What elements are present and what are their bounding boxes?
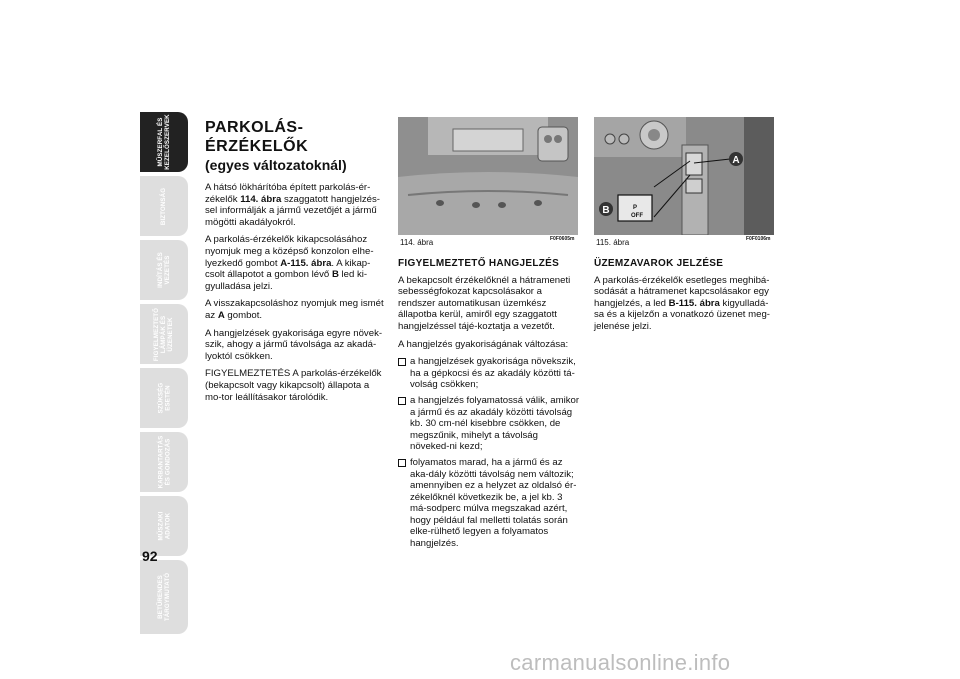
callout-b-label: B bbox=[602, 205, 610, 216]
list-item: a hangjelzés folyamatossá válik, amikor a jármű és az akadály közötti távolság kb. 30 cm-nél kisebbre csökken, de megszűnik, mihelyt a távolság növeked-ni kezd; bbox=[398, 395, 580, 453]
figure-console-button bbox=[594, 117, 774, 235]
column-fault-signal bbox=[594, 258, 776, 339]
tab-karbantartas[interactable]: KARBANTARTÁS ÉS GONDOZÁS bbox=[140, 432, 188, 492]
paragraph: A parkolás-érzékelők kikapcsolásához nyomjuk meg a középső konzolon elhe-lyezkedő gombot A-115. ábra. A kikap-csolt állapotot a gombon lévő B led ki-gyulladása jelzi. bbox=[205, 234, 374, 292]
off-label: OFF bbox=[631, 213, 643, 219]
paragraph: A visszakapcsoláshoz nyomjuk meg ismét az A gombot. bbox=[205, 298, 384, 321]
watermark: carmanualsonline.info bbox=[510, 650, 731, 675]
paragraph: A hátsó lökhárítóba épített parkolás-ér-zékelők 114. ábra szaggatott hangjelzés-sel informálják a jármű vezetőjét a jármű mögötti akadályokról. bbox=[205, 182, 380, 228]
checkbox-bullet-icon bbox=[398, 397, 406, 405]
parking-sensor-icon: P bbox=[632, 205, 638, 211]
sensor-icon bbox=[436, 200, 444, 206]
paragraph: FIGYELMEZTETÉS A parkolás-érzékelők (bekapcsolt vagy kikapcsolt) állapota a mo-tor leállításakor tárolódik. bbox=[205, 368, 382, 403]
sensor-icon bbox=[534, 200, 542, 206]
tab-szukseg[interactable]: SZÜKSÉG ESETÉN bbox=[140, 368, 188, 428]
page-subtitle: (egyes változatoknál) bbox=[205, 157, 347, 173]
checkbox-bullet-icon bbox=[398, 459, 406, 467]
tab-muszaki[interactable]: MŰSZAKI ADATOK bbox=[140, 496, 188, 556]
rear-bumper-illustration bbox=[398, 117, 578, 235]
tab-figyelmezteto[interactable]: FIGYELMEZTETŐ LÁMPÁK ÉS ÜZENETEK bbox=[140, 304, 188, 364]
page-title: PARKOLÁS-ÉRZÉKELŐK bbox=[205, 119, 309, 155]
paragraph: A bekapcsolt érzékelőknél a hátrameneti sebességfokozat kapcsolásakor a rendszer automatikusan üzemkész állapotba kerül, amiről egy szaggatott hangjelzéssel tájé-koztatja a vezetőt. bbox=[398, 274, 571, 332]
column-intro bbox=[205, 118, 385, 409]
figure-code: F0F0605m bbox=[550, 236, 575, 242]
list-item: folyamatos marad, ha a jármű és az aka-dály közötti távolság nem változik; amennyiben ez a helyzet az oldalsó ér-zékelőknél következik be, a jel kb. 3 má-sodperc múlva megszakad azért, hogy például fal melletti tolatás során elke-rülhető legyen a folyamatos hangjelzés. bbox=[398, 457, 580, 550]
sensor-icon bbox=[498, 202, 506, 208]
list-item: a hangjelzések gyakorisága növekszik, ha a gépkocsi és az akadály közötti tá-volság csökken; bbox=[398, 356, 580, 391]
tab-targymutato[interactable]: BETŰRENDES TÁRGYMUTATÓ bbox=[140, 560, 188, 634]
tab-biztonsag[interactable]: BIZTONSÁG bbox=[140, 176, 188, 236]
sensor-icon bbox=[472, 202, 480, 208]
paragraph: A hangjelzések gyakorisága egyre növek-szik, ahogy a jármű távolsága az akadá-lyoktól csökken. bbox=[205, 327, 383, 362]
tab-muszerfal[interactable]: MŰSZERFAL ÉS KEZELŐSZERVEK bbox=[140, 112, 188, 172]
checkbox-bullet-icon bbox=[398, 358, 406, 366]
figure-code: F0F0106m bbox=[746, 236, 771, 242]
callout-a-label: A bbox=[732, 155, 740, 166]
figure-caption: 114. ábra bbox=[400, 238, 434, 247]
console-illustration bbox=[594, 117, 774, 235]
section-heading: ÜZEMZAVAROK JELZÉSE bbox=[594, 258, 724, 269]
section-heading: FIGYELMEZTETŐ HANGJELZÉS bbox=[398, 258, 560, 269]
column-warning-sound bbox=[398, 258, 580, 554]
page-number: 92 bbox=[142, 548, 158, 564]
tab-inditas[interactable]: INDÍTÁS ÉS VEZETÉS bbox=[140, 240, 188, 300]
figure-rear-bumper bbox=[398, 117, 578, 235]
paragraph: A parkolás-érzékelők esetleges meghibá-sodását a hátramenet kapcsolásakor egy hangjelzés, a led B-115. ábra kigyulladá-sa és a kijelzőn a vonatkozó üzenet meg-jelenése jelzi. bbox=[594, 274, 770, 332]
figure-caption: 115. ábra bbox=[596, 238, 630, 247]
paragraph: A hangjelzés gyakoriságának változása: bbox=[398, 338, 569, 350]
